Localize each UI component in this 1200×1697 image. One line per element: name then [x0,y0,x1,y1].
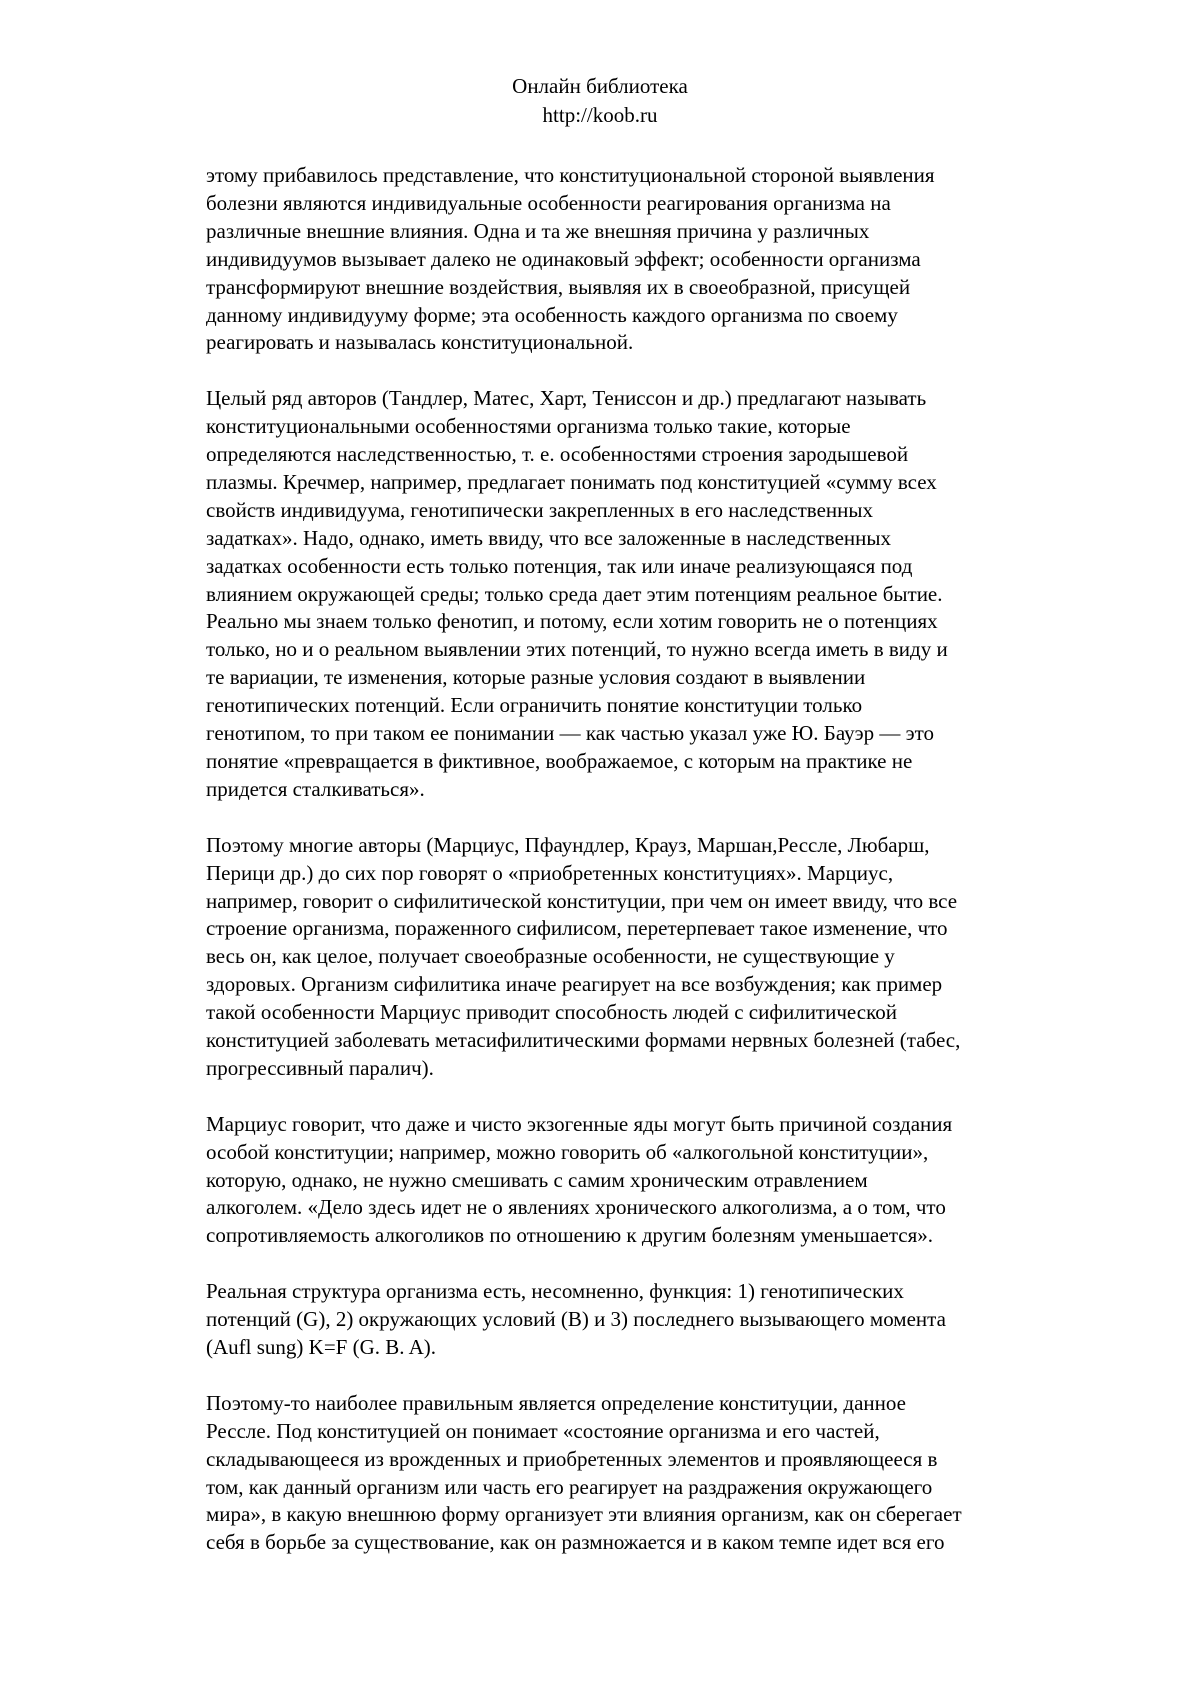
text-line: болезни являются индивидуальные особенности реагирования организма на [206,190,891,215]
text-line: реагировать и называлась конституциональной. [206,330,634,355]
text-line: том, как данный организм или часть его реагирует на раздражения окружающего [206,1474,933,1499]
text-line: Перици др.) до сих пор говорят о «приобретенных конституциях». Марциус, [206,860,894,885]
text-line: придется сталкиваться». [206,776,425,801]
text-line: задатках». Надо, однако, иметь ввиду, что все заложенные в наследственных [206,525,891,550]
library-title: Онлайн библиотека [512,74,688,98]
text-line: индивидуумов вызывает далеко не одинаковый эффект; особенности организма [206,246,921,271]
text-line: конституцией заболевать метасифилитическими формами нервных болезней (табес, [206,1028,961,1053]
text-line: Поэтому многие авторы (Марциус, Пфаундлер, Крауз, Маршан,Рессле, Любарш, [206,832,930,857]
text-line: себя в борьбе за существование, как он размножается и в каком темпе идет вся его [206,1530,945,1555]
text-line: конституциональными особенностями организма только такие, которые [206,414,851,439]
text-line: прогрессивный паралич). [206,1055,434,1080]
text-line: алкоголем. «Дело здесь идет не о явлениях хронического алкоголизма, а о том, что [206,1195,946,1220]
text-line: которую, однако, не нужно смешивать с самим хроническим отравлением [206,1167,868,1192]
text-line: такой особенности Марциус приводит способность людей с сифилитической [206,1000,897,1025]
text-line: например, говорит о сифилитической конституции, при чем он имеет ввиду, что все [206,888,958,913]
text-line: плазмы. Кречмер, например, предлагает понимать под конституцией «сумму всех [206,469,937,494]
text-line: складывающееся из врожденных и приобретенных элементов и проявляющееся в [206,1446,938,1471]
paragraph [206,1390,1106,1557]
text-line: определяются наследственностью, т. е. особенностями строения зародышевой [206,442,909,467]
text-line: генотипом, то при таком ее понимании — как частью указал уже Ю. Бауэр — это [206,721,934,746]
text-line: влиянием окружающей среды; только среда дает этим потенциям реальное бытие. [206,581,943,606]
text-line: сопротивляемость алкоголиков по отношению к другим болезням уменьшается». [206,1223,933,1248]
text-line: только, но и о реальном выявлении этих потенций, то нужно всегда иметь в виду и [206,637,948,662]
text-line: различные внешние влияния. Одна и та же внешняя причина у различных [206,218,870,243]
text-line: свойств индивидуума, генотипически закрепленных в его наследственных [206,497,873,522]
document-body [206,162,1106,1585]
text-line: строение организма, пораженного сифилисом, перетерпевает такое изменение, что [206,916,948,941]
text-line: Марциус говорит, что даже и чисто экзогенные яды могут быть причиной создания [206,1111,953,1136]
text-line: те вариации, те изменения, которые разные условия создают в выявлении [206,665,866,690]
paragraph [206,1111,1106,1251]
paragraph [206,1278,1106,1362]
paragraph [206,385,1106,804]
text-line: мира», в какую внешнюю форму организует эти влияния организм, как он сберегает [206,1502,962,1527]
text-line: данному индивидууму форме; эта особенность каждого организма по своему [206,302,898,327]
paragraph [206,162,1106,357]
text-line: Реально мы знаем только фенотип, и потому, если хотим говорить не о потенциях [206,609,938,634]
text-line: Реальная структура организма есть, несомненно, функция: 1) генотипических [206,1279,904,1304]
text-line: весь он, как целое, получает своеобразные особенности, не существующие у [206,944,895,969]
page-header [0,72,1200,130]
paragraph [206,832,1106,1083]
text-line: здоровых. Организм сифилитика иначе реагирует на все возбуждения; как пример [206,972,943,997]
text-line: этому прибавилось представление, что конституциональной стороной выявления [206,163,935,187]
text-line: трансформируют внешние воздействия, выявляя их в своеобразной, присущей [206,274,911,299]
text-line: Рессле. Под конституцией он понимает «состояние организма и его частей, [206,1418,880,1443]
text-line: (Aufl sung) K=F (G. B. A). [206,1335,437,1359]
text-line: генотипических потенций. Если ограничить понятие конституции только [206,693,863,718]
text-line: Целый ряд авторов (Тандлер, Матес, Харт, Тениссон и др.) предлагают называть [206,386,927,411]
library-url: http://koob.ru [542,103,658,127]
text-line: понятие «превращается в фиктивное, воображаемое, с которым на практике не [206,749,913,774]
text-line: потенций (G), 2) окружающих условий (В) и 3) последнего вызывающего момента [206,1307,946,1332]
text-line: особой конституции; например, можно говорить об «алкогольной конституции», [206,1139,929,1164]
text-line: задатках особенности есть только потенция, так или иначе реализующаяся под [206,553,913,578]
text-line: Поэтому-то наиболее правильным является определение конституции, данное [206,1390,906,1415]
